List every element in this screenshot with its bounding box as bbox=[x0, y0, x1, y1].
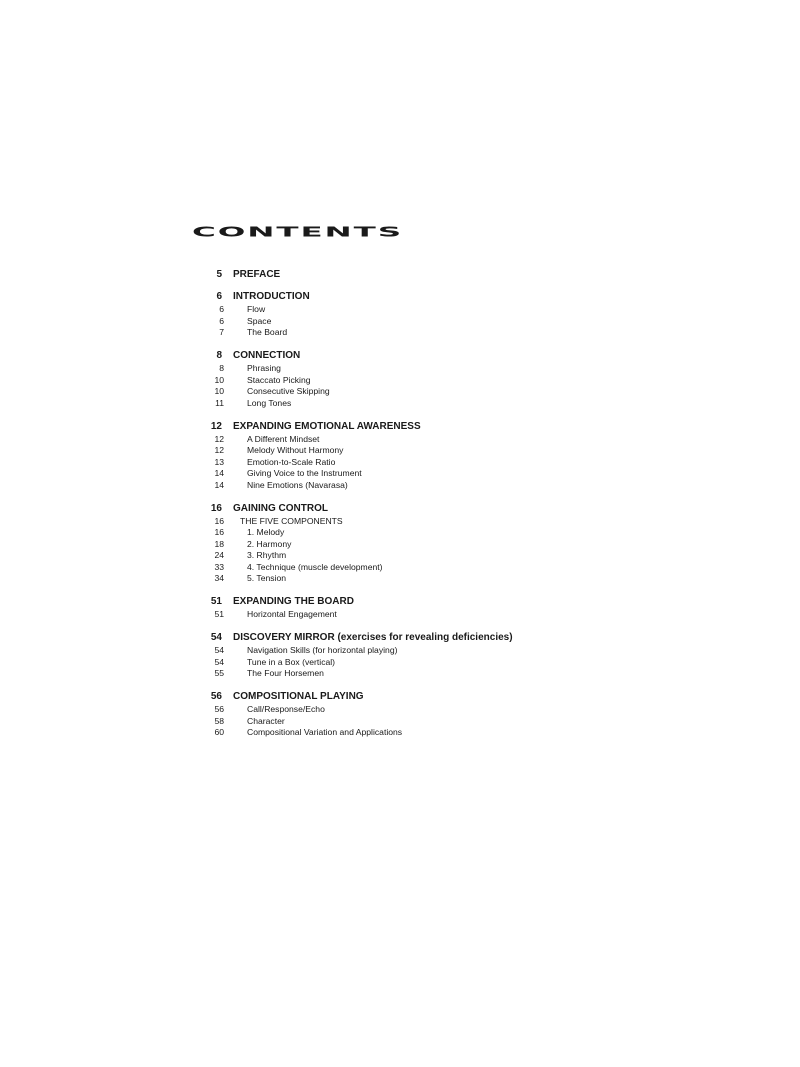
entry-title: 4. Technique (muscle development) bbox=[247, 561, 383, 572]
toc-entry[interactable] bbox=[0, 480, 800, 492]
toc-section bbox=[0, 267, 800, 282]
entry-page-number: 13 bbox=[214, 456, 224, 467]
toc-entry[interactable] bbox=[0, 468, 800, 480]
section-page-number: 16 bbox=[210, 502, 222, 514]
toc-section-heading[interactable] bbox=[0, 289, 800, 304]
toc-section-heading[interactable] bbox=[0, 594, 800, 609]
section-page-number: 51 bbox=[210, 596, 222, 607]
toc-entry[interactable] bbox=[0, 645, 800, 657]
toc-section-heading[interactable] bbox=[0, 630, 800, 645]
section-page-number: 12 bbox=[210, 420, 222, 432]
entry-page-number: 12 bbox=[214, 433, 224, 444]
entry-page-number: 7 bbox=[219, 327, 224, 337]
entry-title: 1. Melody bbox=[247, 527, 285, 537]
entry-page-number: 16 bbox=[214, 527, 224, 537]
entry-title: The Four Horsemen bbox=[247, 668, 324, 678]
entry-page-number: 54 bbox=[214, 645, 224, 655]
section-page-number: 54 bbox=[210, 632, 222, 643]
entry-title: Space bbox=[247, 315, 272, 326]
entry-title: Horizontal Engagement bbox=[247, 609, 337, 619]
section-page-number: 6 bbox=[216, 291, 222, 302]
toc-entry[interactable] bbox=[0, 516, 800, 528]
table-of-contents bbox=[0, 267, 800, 748]
toc-entry[interactable] bbox=[0, 527, 800, 539]
entry-title: Giving Voice to the Instrument bbox=[247, 468, 362, 478]
entry-title: Navigation Skills (for horizontal playing) bbox=[247, 645, 398, 655]
entry-page-number: 34 bbox=[214, 573, 224, 583]
toc-entry[interactable] bbox=[0, 304, 800, 316]
toc-entry[interactable] bbox=[0, 327, 800, 339]
toc-entry[interactable] bbox=[0, 573, 800, 585]
entry-page-number: 18 bbox=[214, 538, 224, 549]
entry-title: A Different Mindset bbox=[247, 433, 320, 444]
entry-page-number: 14 bbox=[214, 468, 224, 478]
entry-page-number: 54 bbox=[214, 656, 224, 667]
entry-page-number: 56 bbox=[214, 704, 224, 714]
entry-title: THE FIVE COMPONENTS bbox=[240, 515, 343, 526]
toc-section bbox=[0, 630, 800, 680]
toc-entry[interactable] bbox=[0, 386, 800, 398]
entry-title: Call/Response/Echo bbox=[247, 704, 325, 714]
section-page-number: 56 bbox=[210, 691, 222, 702]
entry-title: Character bbox=[247, 715, 285, 726]
toc-entry[interactable] bbox=[0, 539, 800, 551]
entry-page-number: 10 bbox=[214, 386, 224, 396]
entry-page-number: 51 bbox=[214, 609, 224, 619]
toc-section bbox=[0, 419, 800, 492]
entry-title: Staccato Picking bbox=[247, 374, 311, 385]
toc-entry[interactable] bbox=[0, 398, 800, 410]
toc-section-heading[interactable] bbox=[0, 419, 800, 434]
toc-entry[interactable] bbox=[0, 716, 800, 728]
toc-section bbox=[0, 348, 800, 409]
section-title: EXPANDING EMOTIONAL AWARENESS bbox=[233, 420, 421, 432]
toc-section-heading[interactable] bbox=[0, 501, 800, 516]
toc-entry[interactable] bbox=[0, 316, 800, 328]
toc-section bbox=[0, 289, 800, 339]
entry-page-number: 12 bbox=[214, 445, 224, 455]
toc-section bbox=[0, 689, 800, 739]
entry-page-number: 33 bbox=[214, 561, 224, 572]
entry-title: 3. Rhythm bbox=[247, 550, 287, 560]
entry-title: Flow bbox=[247, 304, 266, 314]
section-page-number: 8 bbox=[216, 350, 222, 361]
page-title: CONTENTS bbox=[192, 224, 404, 240]
entry-page-number: 6 bbox=[219, 304, 224, 314]
toc-entry[interactable] bbox=[0, 375, 800, 387]
toc-section-heading[interactable] bbox=[0, 689, 800, 704]
toc-entry[interactable] bbox=[0, 457, 800, 469]
toc-entry[interactable] bbox=[0, 704, 800, 716]
entry-page-number: 60 bbox=[214, 727, 224, 737]
section-title: GAINING CONTROL bbox=[233, 502, 328, 514]
section-title: DISCOVERY MIRROR (exercises for revealing deficiencies) bbox=[233, 632, 513, 643]
entry-page-number: 55 bbox=[214, 668, 224, 678]
entry-page-number: 11 bbox=[215, 397, 224, 408]
entry-title: 5. Tension bbox=[247, 573, 287, 583]
toc-entry[interactable] bbox=[0, 727, 800, 739]
section-title: COMPOSITIONAL PLAYING bbox=[233, 691, 364, 702]
toc-entry[interactable] bbox=[0, 609, 800, 621]
toc-entry[interactable] bbox=[0, 445, 800, 457]
toc-section bbox=[0, 594, 800, 621]
entry-title: Emotion-to-Scale Ratio bbox=[247, 456, 336, 467]
toc-section-heading[interactable] bbox=[0, 348, 800, 363]
entry-title: Long Tones bbox=[247, 397, 292, 408]
toc-entry[interactable] bbox=[0, 550, 800, 562]
entry-title: Phrasing bbox=[247, 363, 281, 373]
entry-title: 2. Harmony bbox=[247, 538, 292, 549]
entry-page-number: 16 bbox=[214, 515, 224, 526]
section-page-number: 5 bbox=[216, 269, 222, 280]
toc-entry[interactable] bbox=[0, 668, 800, 680]
entry-title: Melody Without Harmony bbox=[247, 445, 344, 455]
section-title: CONNECTION bbox=[233, 350, 301, 361]
entry-title: Nine Emotions (Navarasa) bbox=[247, 479, 348, 490]
entry-page-number: 6 bbox=[219, 315, 224, 326]
entry-page-number: 58 bbox=[214, 715, 224, 726]
entry-page-number: 24 bbox=[214, 550, 224, 560]
toc-section bbox=[0, 501, 800, 585]
toc-entry[interactable] bbox=[0, 434, 800, 446]
section-title: INTRODUCTION bbox=[233, 291, 310, 302]
section-title: PREFACE bbox=[233, 269, 281, 280]
toc-entry[interactable] bbox=[0, 562, 800, 574]
toc-entry[interactable] bbox=[0, 363, 800, 375]
entry-title: Consecutive Skipping bbox=[247, 386, 330, 396]
toc-entry[interactable] bbox=[0, 657, 800, 669]
entry-title: Compositional Variation and Applications bbox=[247, 727, 403, 737]
entry-page-number: 10 bbox=[214, 374, 224, 385]
toc-section-heading[interactable] bbox=[0, 267, 800, 282]
entry-page-number: 14 bbox=[214, 479, 224, 490]
entry-page-number: 8 bbox=[219, 363, 224, 373]
entry-title: Tune in a Box (vertical) bbox=[247, 656, 336, 667]
section-title: EXPANDING THE BOARD bbox=[233, 596, 354, 607]
entry-title: The Board bbox=[247, 327, 288, 337]
